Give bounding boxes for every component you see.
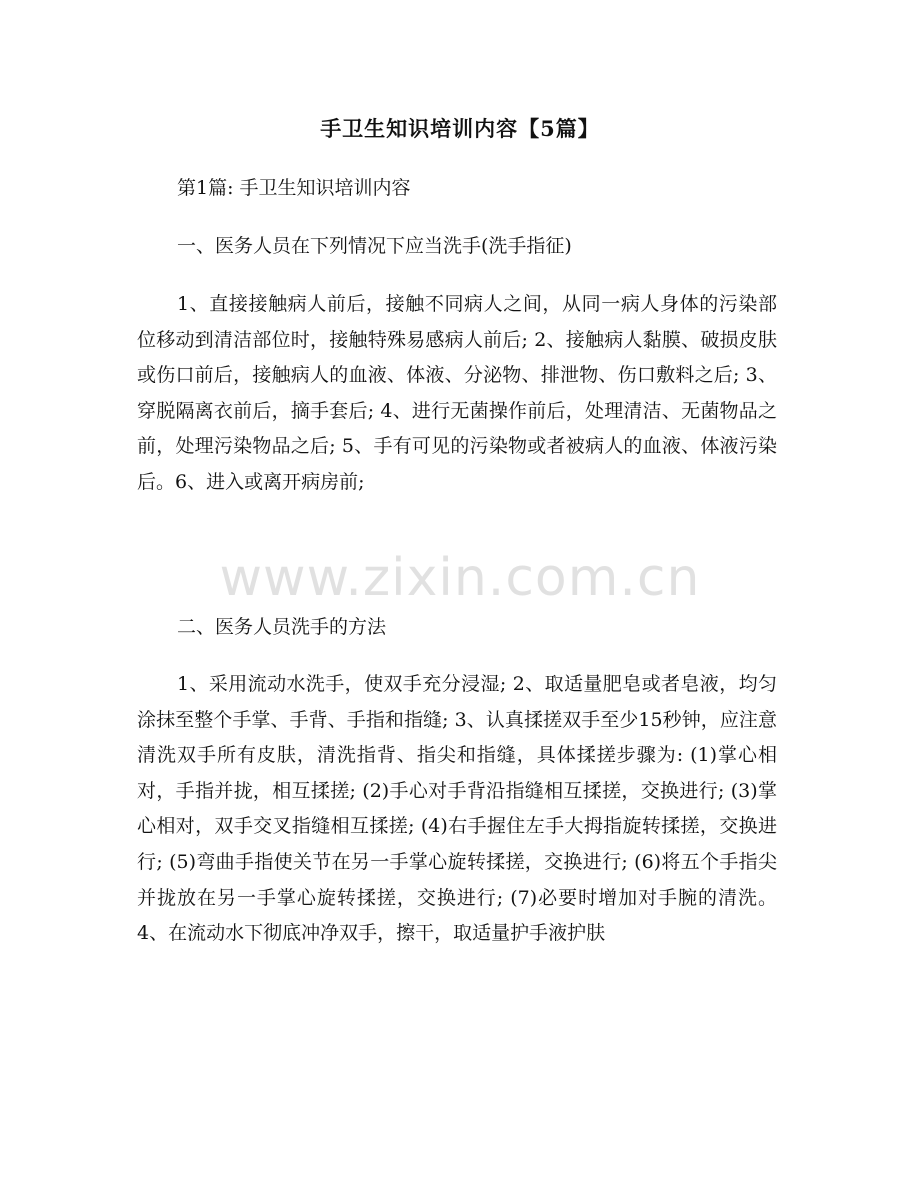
section-2-heading: 二、医务人员洗手的方法 xyxy=(177,616,387,638)
watermark-text: www.zixin.com.cn xyxy=(219,548,701,608)
section-2-body: 1、采用流动水洗手，使双手充分浸湿; 2、取适量肥皂或者皂液，均匀涂抹至整个手掌、手背、手指和指缝; 3、认真揉搓双手至少15秒钟，应注意清洗双手所有皮肤，清洗指背、指尖和指缝，具体揉搓步骤为: (1)掌心相对，手指并拢，相互揉搓; (2)手心对手背沿指缝相互揉搓，交换进行; (3)掌心相对，双手交叉指缝相互揉搓; (4)右手握住左手大拇指旋转揉搓，交换进行; (5)弯曲手指使关节在另一手掌心旋转揉搓，交换进行; (6)将五个手指尖并拢放在另一手掌心旋转揉搓，交换进行; (7)必要时增加对手腕的清洗。4、在流动水下彻底冲净双手，擦干，取适量护手液护肤 xyxy=(137,673,777,945)
section-1-heading: 一、医务人员在下列情况下应当洗手(洗手指征) xyxy=(177,235,572,257)
section-1-body: 1、直接接触病人前后，接触不同病人之间，从同一病人身体的污染部位移动到清洁部位时，接触特殊易感病人前后; 2、接触病人黏膜、破损皮肤或伤口前后，接触病人的血液、体液、分泌物、排泄物、伤口敷料之后; 3、穿脱隔离衣前后，摘手套后; 4、进行无菌操作前后，处理清洁、无菌物品之前，处理污染物品之后; 5、手有可见的污染物或者被病人的血液、体液污染后。6、进入或离开病房前; xyxy=(137,293,777,493)
article-heading: 第1篇: 手卫生知识培训内容 xyxy=(177,177,411,199)
document-title: 手卫生知识培训内容【5篇】 xyxy=(320,116,600,141)
